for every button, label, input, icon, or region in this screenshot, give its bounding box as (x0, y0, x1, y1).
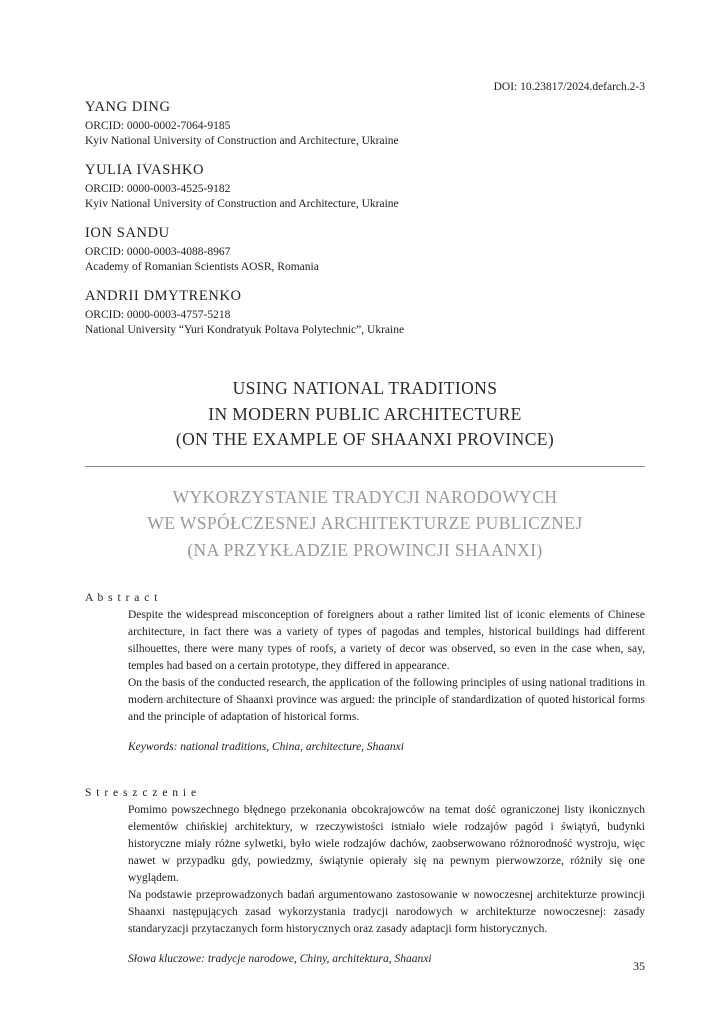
author-block (85, 161, 645, 212)
article-title-en-line: USING NATIONAL TRADITIONS (232, 378, 498, 398)
page-content (85, 80, 645, 968)
article-title-pl-line: (NA PRZYKŁADZIE PROWINCJI SHAANXI) (187, 539, 543, 560)
article-title-en-line: IN MODERN PUBLIC ARCHITECTURE (208, 403, 522, 424)
author-orcid: ORCID: 0000-0002-7064-9185 (85, 120, 231, 132)
article-title-en (85, 376, 645, 453)
article-title-pl-line: WE WSPÓŁCZESNEJ ARCHITEKTURZE PUBLICZNEJ (147, 513, 583, 533)
author-affiliation: Kyiv National University of Construction and Architecture, Ukraine (85, 198, 399, 210)
article-title-en-line: (ON THE EXAMPLE OF SHAANXI PROVINCE) (175, 429, 555, 449)
abstract-paragraph: On the basis of the conducted research, the application of the following principles of using national traditions in modern architecture of Shaanxi province was argued: the principle of standardization of quoted historical forms and the principle of adaptation of historical forms. (128, 677, 645, 723)
doi-text: DOI: 10.23817/2024.defarch.2-3 (493, 81, 645, 93)
page-number: 35 (633, 959, 645, 973)
abstract-paragraph: Despite the widespread misconception of foreigners about a rather limited list of iconic elements of Chinese architecture, in fact there was a variety of types of pagodas and temples, historical buildings had different silhouettes, there were many types of roofs, a variety of decor was observed, so even in the case when, say, temples had based on a certain prototype, they differed in appearance. (128, 609, 645, 672)
title-divider-rule (85, 466, 645, 467)
author-block (85, 224, 645, 275)
streszczenie-keywords: Słowa kluczowe: tradycje narodowe, Chiny, architektura, Shaanxi (128, 953, 432, 965)
author-name: YANG DING (85, 99, 171, 115)
author-block (85, 287, 645, 338)
author-orcid: ORCID: 0000-0003-4525-9182 (85, 183, 231, 195)
author-name: YULIA IVASHKO (85, 162, 205, 178)
author-affiliation: Academy of Romanian Scientists AOSR, Romania (85, 261, 319, 273)
streszczenie-paragraph: Na podstawie przeprowadzonych badań argumentowano zastosowanie w nowoczesnej architekturze prowincji Shaanxi następujących zasad wykorzystania tradycji narodowych w architekturze nowoczesnej: zasady standaryzacji przytaczanych form historycznych oraz zasady adaptacji form historycznych. (128, 889, 645, 935)
article-title-pl-line: WYKORZYSTANIE TRADYCJI NARODOWYCH (172, 486, 558, 507)
streszczenie-body (128, 802, 645, 938)
abstract-body (128, 607, 645, 726)
author-affiliation: Kyiv National University of Construction and Architecture, Ukraine (85, 135, 399, 147)
author-orcid: ORCID: 0000-0003-4088-8967 (85, 246, 231, 258)
article-title-pl (85, 484, 645, 564)
abstract-keywords: Keywords: national traditions, China, architecture, Shaanxi (128, 741, 404, 753)
author-orcid: ORCID: 0000-0003-4757-5218 (85, 309, 231, 321)
streszczenie-paragraph: Pomimo powszechnego błędnego przekonania obcokrajowców na temat dość ograniczonej listy ikonicznych elementów chińskiej architektury, w rzeczywistości istniało wiele rodzajów pagód i świątyń, budynki historyczne miały różne sylwetki, było wiele rodzajów dachów, zaobserwowano różnorodność wystroju, więc nawet w przypadku gdy, powiedzmy, świątynie opierały się na pewnym pierwowzorze, różniły się one wyglądem. (128, 804, 645, 884)
abstract-section-label: A b s t r a c t (85, 592, 159, 604)
author-name: ANDRII DMYTRENKO (85, 288, 242, 304)
author-affiliation: National University “Yuri Kondratyuk Poltava Polytechnic”, Ukraine (85, 324, 405, 336)
streszczenie-section-label: S t r e s z c z e n i e (85, 787, 198, 799)
author-block (85, 98, 645, 149)
author-name: ION SANDU (85, 225, 170, 241)
